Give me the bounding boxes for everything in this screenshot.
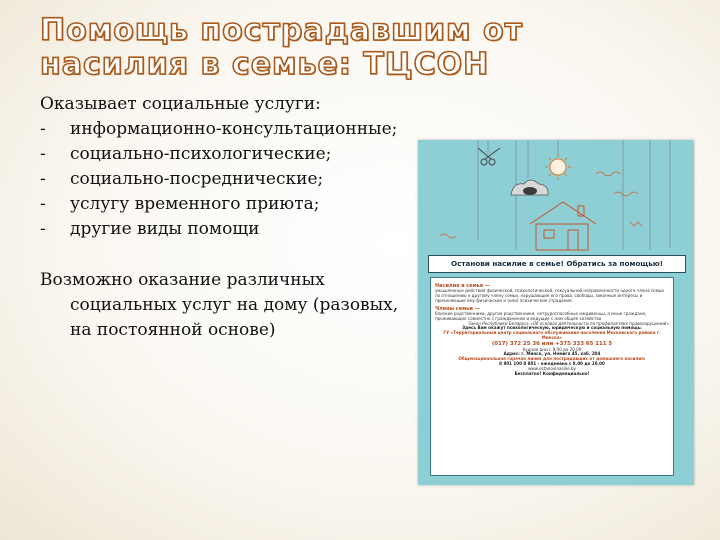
services-list: [40, 117, 400, 242]
poster-info-panel: [430, 277, 674, 476]
sun-icon: [545, 154, 571, 180]
list-item: - социально-посреднические;: [40, 167, 400, 192]
list-item: - другие виды помощи: [40, 217, 400, 242]
working-hours: будние дни с 9.00 до 20.00: [522, 346, 582, 352]
poster-illustration: [418, 140, 694, 255]
awareness-poster: [418, 140, 694, 485]
list-item: - информационно-консультационные;: [40, 117, 400, 142]
home-services-note: Возможно оказание различных социальных услуг на дому (разовых, на постоянной основе): [40, 270, 399, 340]
cloud-icon: [511, 180, 548, 195]
phone-numbers: (017) 372 25 36 или +375 333 65 111 5: [491, 341, 613, 348]
violence-definition: умышленные действия физической, психологической, сексуальной направленности одного члена семьи по отношению к другому члену семьи, нарушающие его права, свободы, законные интересы и причиняющие ему физические и (или) психические страдания.: [435, 288, 664, 303]
quote-source: Закон Республики Беларусь «Об основах деятельности по профилактике правонарушений»: [468, 320, 669, 326]
address: Адрес: г. Минск, ул. Немига 45, каб. 204: [503, 351, 601, 357]
hotline-label: Общенациональная горячая линия для пострадавших от домашнего насилия:: [458, 356, 646, 362]
hotline-number: 8 801 100 8 801 - ежедневно с 8.00 до 20.00: [499, 361, 605, 367]
poster-footer: Бесплатно! Конфиденциально!: [514, 371, 590, 377]
members-heading: Члены семьи —: [435, 305, 480, 312]
services-lead: Оказывает социальные услуги:: [40, 94, 321, 114]
page-title: Помощь пострадавшим от насилия в семье: ТЦСОН: [40, 13, 523, 82]
center-name: ГУ «Территориальный центр социального обслуживания населения Московского района г. Минска»: [443, 330, 661, 341]
poster-banner: Останови насилие в семье! Обратись за помощью!: [428, 255, 686, 273]
list-item: - услугу временного приюта;: [40, 192, 400, 217]
scissors-icon: [478, 148, 500, 165]
main-text: [40, 92, 400, 343]
list-item: - социально-психологические;: [40, 142, 400, 167]
house-icon: [530, 202, 596, 250]
help-line: Здесь Вам окажут психологическую, юридическую и социальную помощь:: [462, 325, 642, 331]
members-definition: близкие родственники, другие родственники, нетрудоспособные иждивенцы, а иные граждане, проживающие совместно с гражданином и ведущие с ним общее хозяйство: [435, 310, 647, 321]
violence-heading: Насилие в семье —: [435, 283, 490, 289]
website: www.ostanovinasilie.by: [528, 366, 576, 372]
